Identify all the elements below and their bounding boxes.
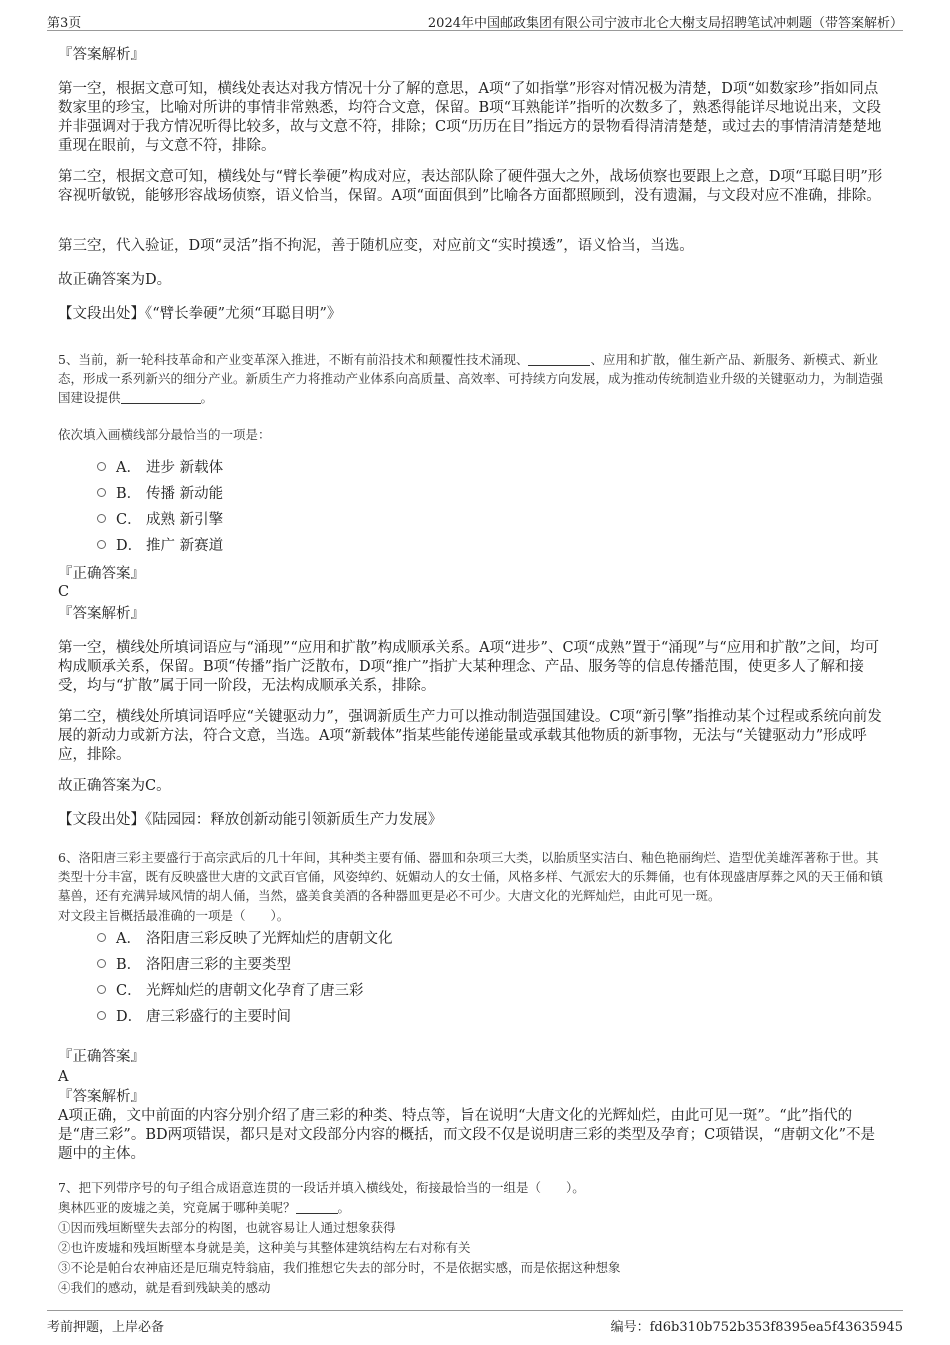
q6-correct-answer: A [58, 1069, 69, 1085]
q5-blank-1 [528, 353, 590, 366]
q4-analysis-p3: 第三空，代入验证，D项“灵活”指不拘泥，善于随机应变，对应前文“实时摸透”，语义恰当，当选。 [58, 238, 694, 254]
q5-stem [58, 350, 888, 407]
q5-prompt: 依次填入画横线部分最恰当的一项是： [58, 427, 271, 442]
radio-icon[interactable] [97, 488, 106, 497]
q5-option-b[interactable]: B． 传播 新动能 [97, 484, 223, 504]
q6-analysis: A项正确，文中前面的内容分别介绍了唐三彩的种类、特点等，旨在说明“大唐文化的光辉灿烂，由此可见一斑”。“此”指代的是“唐三彩”。BD两项错误，都只是对文段部分内容的概括，而文段不仅是说明唐三彩的类型及孕育；C项错误，“唐朝文化”不是题中的主体。 [58, 1108, 876, 1162]
q4-analysis-label: 『答案解析』 [58, 47, 145, 63]
q7-item-3: ③不论是帕台农神庙还是厄瑞克特翁庙，我们推想它失去的部分时，不是依据实感，而是依据这种想象 [58, 1260, 621, 1275]
q7-item-2: ②也许废墟和残垣断壁本身就是美，这种美与其整体建筑结构左右对称有关 [58, 1240, 471, 1255]
q6-option-b[interactable]: B． 洛阳唐三彩的主要类型 [97, 955, 291, 975]
radio-icon[interactable] [97, 933, 106, 942]
footer-slogan: 考前押题，上岸必备 [47, 1320, 165, 1335]
q6-stem: 6、洛阳唐三彩主要盛行于高宗武后的几十年间，其种类主要有俑、器皿和杂项三大类，以胎质坚实洁白、釉色艳丽绚烂、造型优美雄浑著称于世。其类型十分丰富，既有反映盛世大唐的文武百官俑，风姿绰约、妩媚动人的女士俑，风格多样、气派宏大的乐舞俑，也有体现盛唐厚葬之风的天王俑和镇墓兽，还有充满异域风情的胡人俑，当然，盛美食美酒的各种器皿更是必不可少。大唐文化的光辉灿烂，由此可见一斑。 [58, 850, 884, 903]
q6-analysis-label: 『答案解析』 [58, 1089, 145, 1105]
q5-analysis-p3: 故正确答案为C。 [58, 778, 171, 794]
q5-option-a[interactable]: A． 进步 新载体 [97, 458, 223, 478]
q4-source: 【文段出处】《“臂长拳硬”尤须“耳聪目明”》 [58, 306, 342, 322]
radio-icon[interactable] [97, 514, 106, 523]
q7-blank [296, 1201, 338, 1214]
radio-icon[interactable] [97, 985, 106, 994]
document-code: 编号：fd6b310b752b353f8395ea5f43635945 [610, 1320, 903, 1335]
q4-analysis-p2: 第二空，根据文意可知，横线处与“臂长拳硬”构成对应，表达部队除了硬件强大之外，战场侦察也要跟上之意，D项“耳聪目明”形容视听敏锐，能够形容战场侦察，语义恰当，保留。A项“面面俱到”比喻各方面都照顾到，没有遗漏，与文段对应不准确，排除。 [58, 169, 883, 204]
q6-option-d[interactable]: D． 唐三彩盛行的主要时间 [97, 1007, 291, 1027]
q6-option-c[interactable]: C． 光辉灿烂的唐朝文化孕育了唐三彩 [97, 981, 364, 1001]
q6-prompt: 对文段主旨概括最准确的一项是（ ）。 [58, 908, 290, 923]
q4-analysis-p1: 第一空，根据文意可知，横线处表达对我方情况十分了解的意思，A项“了如指掌”形容对情况极为清楚，D项“如数家珍”指如同点数家里的珍宝，比喻对所讲的事情非常熟悉，均符合文意，保留。B项“耳熟能详”指听的次数多了，熟悉得能详尽地说出来，文段并非强调对于我方情况听得比较多，故与文意不符，排除；C项“历历在目”指远方的景物看得清清楚楚，或过去的事情清清楚楚地重现在眼前，与文意不符，排除。 [58, 81, 882, 154]
radio-icon[interactable] [97, 540, 106, 549]
q5-stem-part3: 。 [200, 390, 214, 405]
page-number: 第3页 [47, 16, 82, 31]
page-footer [47, 1310, 903, 1337]
q7-line0: 奥林匹亚的废墟之美，究竟属于哪种美呢？ 。 [58, 1200, 351, 1215]
q5-option-c[interactable]: C． 成熟 新引擎 [97, 510, 223, 530]
radio-icon[interactable] [97, 462, 106, 471]
q5-stem-part2: 、应用和扩散，催生新产品、新服务、新模式、新业态，形成一系列新兴的细分产业。新质生产力将推动产业体系向高质量、高效率、可持续方向发展，成为推动传统制造业升级的关键驱动力，为制造强国建设提供 [58, 352, 884, 405]
q5-blank-2 [121, 391, 201, 404]
q6-correct-label: 『正确答案』 [58, 1049, 145, 1065]
q7-item-4: ④我们的感动，就是看到残缺美的感动 [58, 1280, 271, 1295]
q5-analysis-label: 『答案解析』 [58, 606, 145, 622]
document-title: 2024年中国邮政集团有限公司宁波市北仑大榭支局招聘笔试冲刺题（带答案解析） [427, 16, 903, 31]
radio-icon[interactable] [97, 1011, 106, 1020]
q5-stem-part1: 5、当前，新一轮科技革命和产业变革深入推进，不断有前沿技术和颠覆性技术涌现、 [58, 352, 529, 367]
q7-item-1: ①因而残垣断壁失去部分的构图，也就容易让人通过想象获得 [58, 1220, 396, 1235]
page-header [47, 8, 903, 31]
q6-option-a[interactable]: A． 洛阳唐三彩反映了光辉灿烂的唐朝文化 [97, 929, 393, 949]
q5-analysis-p1: 第一空，横线处所填词语应与“涌现”“应用和扩散”构成顺承关系。A项“进步”、C项“成熟”置于“涌现”与“应用和扩散”之间，均可构成顺承关系，保留。B项“传播”指广泛散布，D项“推广”指扩大某种理念、产品、服务等的信息传播范围，使更多人了解和接受，均与“扩散”属于同一阶段，无法构成顺承关系，排除。 [58, 640, 880, 694]
q5-correct-answer: C [58, 584, 70, 600]
q5-source: 【文段出处】《陆园园：释放创新动能引领新质生产力发展》 [58, 812, 443, 828]
q5-analysis-p2: 第二空，横线处所填词语呼应“关键驱动力”，强调新质生产力可以推动制造强国建设。C项“新引擎”指推动某个过程或系统向前发展的新动力或新方法，符合文意，当选。A项“新载体”指某些能传递能量或承载其他物质的新事物，无法与“关键驱动力”形成呼应，排除。 [58, 709, 882, 763]
q5-correct-label: 『正确答案』 [58, 566, 145, 582]
q4-analysis-p4: 故正确答案为D。 [58, 272, 172, 288]
q5-option-d[interactable]: D． 推广 新赛道 [97, 536, 223, 556]
radio-icon[interactable] [97, 959, 106, 968]
q7-stem: 7、把下列带序号的句子组合成语意连贯的一段话并填入横线处，衔接最恰当的一组是（ ）。 [58, 1180, 585, 1195]
